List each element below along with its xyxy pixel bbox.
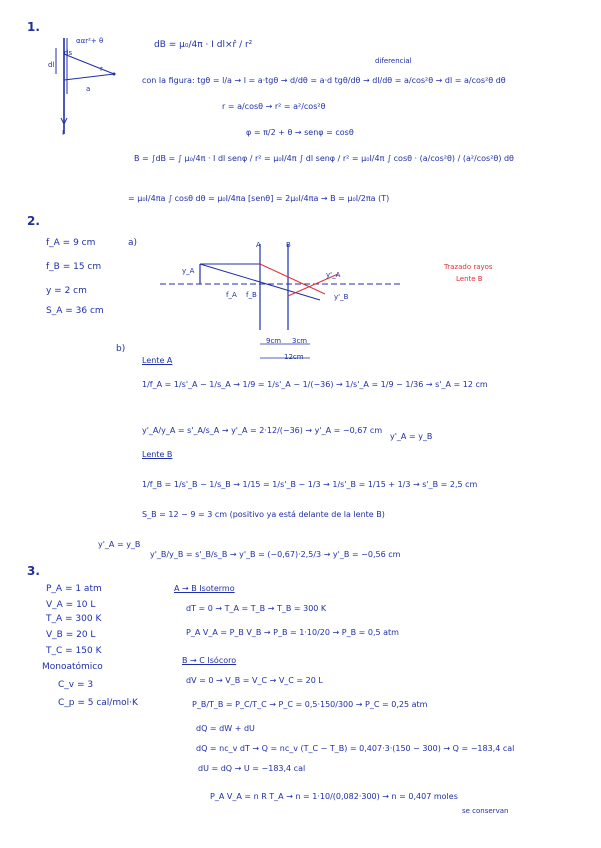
dimension-12cm: 12cm — [284, 353, 304, 361]
figure-label-2: ds — [64, 49, 73, 57]
bc-eq2: P_B/T_B = P_C/T_C → P_C = 0,5·150/300 → P_C = 0,25 atm — [192, 700, 428, 709]
dimension-3cm: 3cm — [292, 337, 308, 345]
bc-eq6-note: se conservan — [462, 807, 509, 815]
note-trazado: Trazado rayos — [444, 263, 493, 271]
eq-B-integral: B = ∫dB = ∫ μ₀/4π · I dl senφ / r² = μ₀I/4π ∫ dl senφ / r² = μ₀I/4π ∫ cosθ · (a/cos²θ) / (a²/cos²θ) dθ — [134, 154, 514, 163]
diagram-label-B: B — [286, 241, 291, 249]
given-pa: P_A = 1 atm — [46, 584, 102, 594]
gas-type: Monoatómico — [42, 662, 103, 672]
diferencial-label: diferencial — [375, 57, 412, 65]
wire-figure — [44, 34, 144, 144]
eq-r: r = a/cosθ → r² = a²/cos²θ — [222, 102, 326, 111]
given-vb: V_B = 20 L — [46, 630, 96, 640]
given-y: y = 2 cm — [46, 286, 87, 296]
eq-angle: φ = π/2 + θ → senφ = cosθ — [246, 128, 354, 137]
figure-label-1: ααr²+ θ — [76, 37, 104, 45]
figure-label-6: I — [62, 129, 65, 137]
lens-b-sb: S_B = 12 − 9 = 3 cm (positivo ya está delante de la lente B) — [142, 510, 385, 519]
given-fa: f_A = 9 cm — [46, 238, 96, 248]
problem-2-number: 2. — [27, 214, 40, 228]
figure-label-3: dl — [48, 61, 55, 69]
part-b-label: b) — [116, 344, 126, 354]
lens-b-eq2: y'_B/y_B = s'_B/s_B → y'_B = (−0,67)·2,5/3 → y'_B = −0,56 cm — [150, 550, 401, 559]
diagram-label-ya: y_A — [182, 267, 195, 275]
ray-diagram — [160, 234, 420, 364]
bc-eq3: dQ = dW + dU — [196, 724, 255, 733]
bc-eq4: dQ = nc_v dT → Q = nc_v (T_C − T_B) = 0,407·3·(150 − 300) → Q = −183,4 cal — [196, 744, 515, 753]
part-a-label: a) — [128, 238, 138, 248]
given-ta: T_A = 300 K — [46, 614, 102, 624]
diagram-label-fa: f_A — [226, 291, 237, 299]
lens-b-left: y'_A = y_B — [98, 540, 141, 549]
given-va: V_A = 10 L — [46, 600, 96, 610]
diagram-label-yb-prime: y'_B — [334, 293, 349, 301]
note-lente-b: Lente B — [456, 275, 483, 283]
diagram-label-ya-prime: y'_A — [326, 271, 341, 279]
bc-eq5: dU = dQ → U = −183,4 cal — [198, 764, 306, 773]
diagram-label-A: A — [256, 241, 261, 249]
eq-figura: con la figura: tgθ = l/a → l = a·tgθ → d/dθ = a·d tgθ/dθ → dl/dθ = a/cos²θ → dl = a/cos²θ dθ — [142, 76, 506, 85]
diagram-label-fb: f_B — [246, 291, 257, 299]
bc-eq1: dV = 0 → V_B = V_C → V_C = 20 L — [186, 676, 323, 685]
given-fb: f_B = 15 cm — [46, 262, 102, 272]
lens-a-eq2: y'_A/y_A = s'_A/s_A → y'_A = 2·12/(−36) → y'_A = −0,67 cm — [142, 426, 383, 435]
figure-label-5: a — [86, 85, 91, 93]
lens-b-title: Lente B — [142, 450, 173, 459]
lens-a-title: Lente A — [142, 356, 173, 365]
problem-1-number: 1. — [27, 20, 40, 34]
ab-eq1: dT = 0 → T_A = T_B → T_B = 300 K — [186, 604, 327, 613]
eq-B-result: = μ₀I/4πa ∫ cosθ dθ = μ₀I/4πa [senθ] = 2μ₀I/4πa → B = μ₀I/2πa (T) — [128, 194, 390, 203]
lens-a-eq1: 1/f_A = 1/s'_A − 1/s_A → 1/9 = 1/s'_A − 1/(−36) → 1/s'_A = 1/9 − 1/36 → s'_A = 12 cm — [142, 380, 488, 389]
lens-b-eq1: 1/f_B = 1/s'_B − 1/s_B → 1/15 = 1/s'_B − 1/3 → 1/s'_B = 1/15 + 1/3 → s'_B = 2,5 cm — [142, 480, 478, 489]
cv-value: C_v = 3 — [58, 680, 94, 690]
ab-title: A → B Isotermo — [174, 584, 235, 593]
given-sa: S_A = 36 cm — [46, 306, 104, 316]
ab-eq2: P_A V_A = P_B V_B → P_B = 1·10/20 → P_B = 0,5 atm — [186, 628, 399, 637]
dimension-9cm: 9cm — [266, 337, 282, 345]
bc-title: B → C Isócoro — [182, 656, 237, 665]
problem-3-number: 3. — [27, 564, 40, 578]
bc-eq6: P_A V_A = n R T_A → n = 1·10/(0,082·300) → n = 0,407 moles — [210, 792, 458, 801]
eq-dB: dB = μ₀/4π · I dl×r̂ / r² — [154, 40, 253, 50]
given-tc: T_C = 150 K — [46, 646, 102, 656]
lens-a-eq2-tail: y'_A = y_B — [390, 432, 433, 441]
figure-label-4: r — [100, 65, 103, 73]
cp-value: C_p = 5 cal/mol·K — [58, 698, 138, 708]
